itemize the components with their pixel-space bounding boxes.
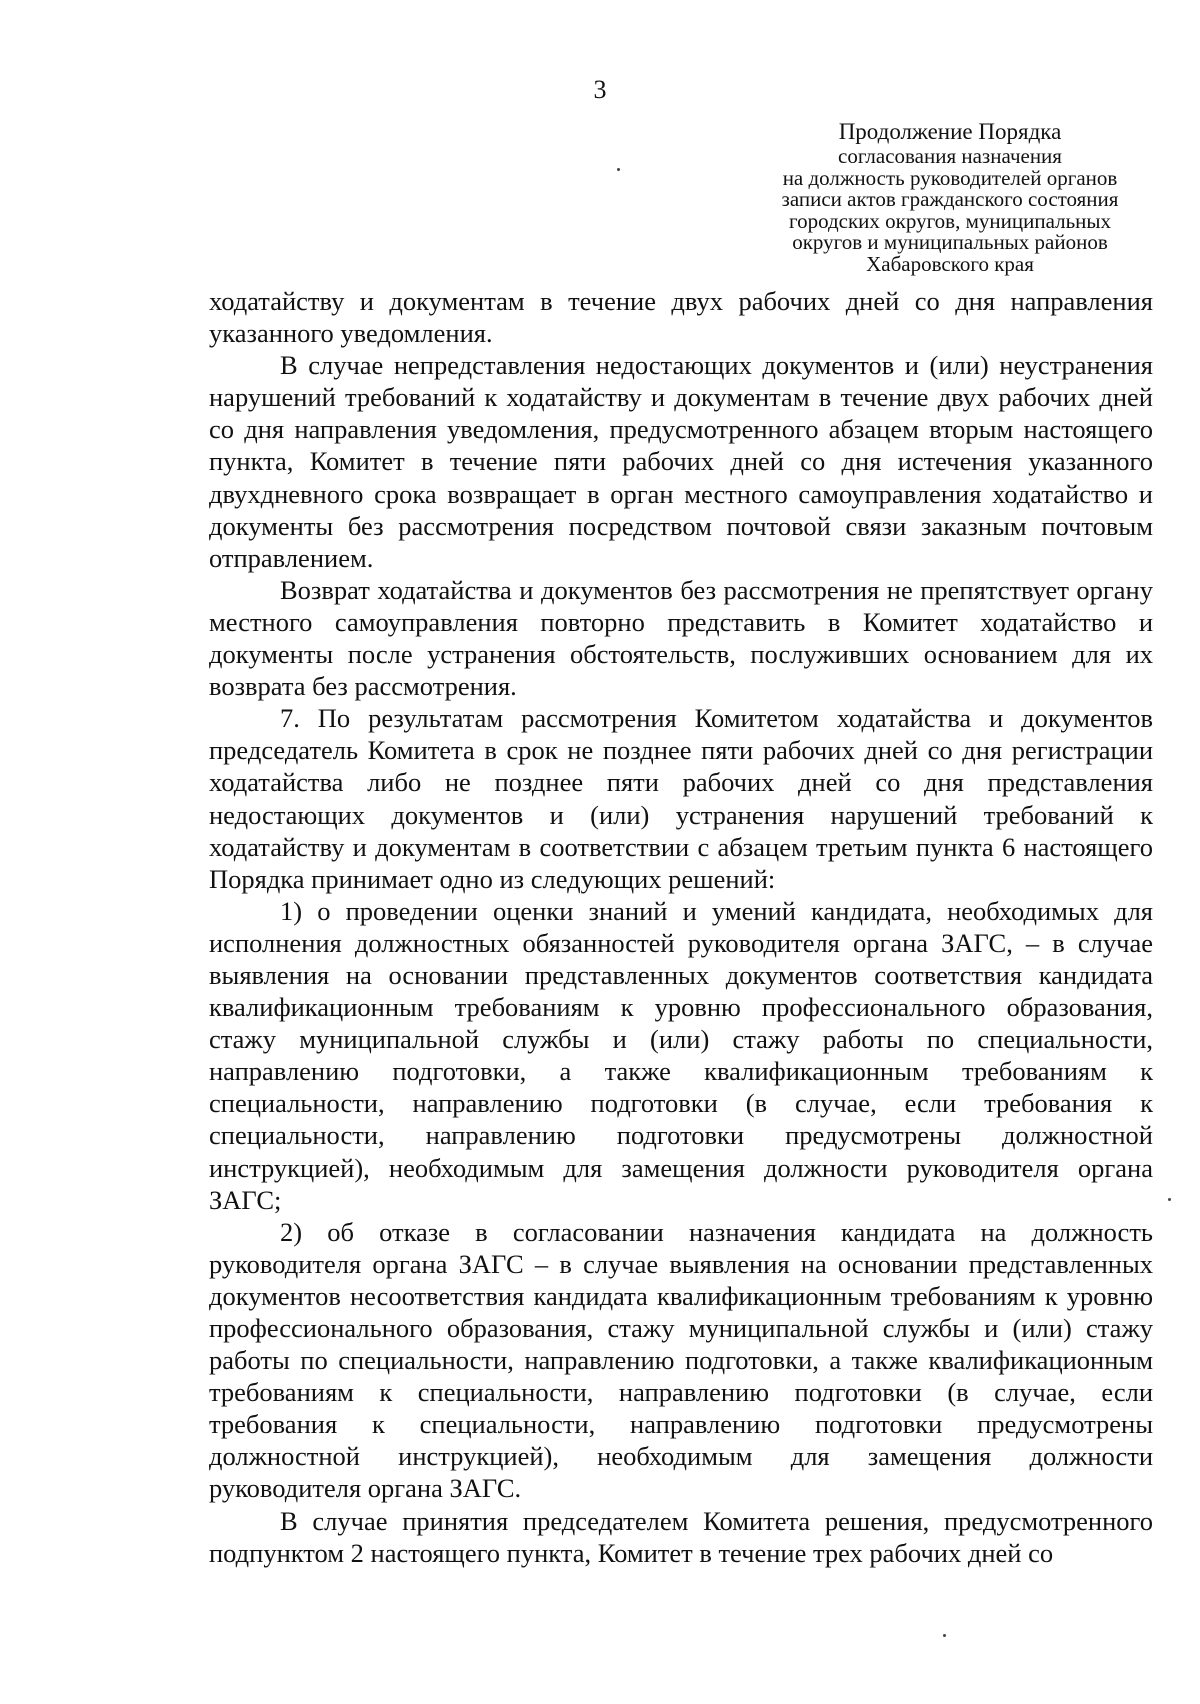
- header-line: на должность руководителей органов: [782, 165, 1118, 190]
- body-paragraph: 1) о проведении оценки знаний и умений кандидата, необходимых для исполнения должностных обязанностей руководителя органа ЗАГС, – в случае выявления на основании представленных документов соответствия кандидата квалификационным требованиям к уровню профессионального образования, стажу муниципальной службы и (или) стажу работы по специальности, направлению подготовки, а также квалификационным требованиям к специальности, направлению подготовки (в случае, если требования к специальности, направлению подготовки предусмотрены должностной инструкцией), необходимым для замещения должности руководителя органа ЗАГС;: [209, 895, 1153, 1215]
- header-line: согласования назначения: [838, 144, 1062, 168]
- header-line: городских округов, муниципальных: [788, 208, 1111, 233]
- page-number: 3: [593, 75, 607, 104]
- header-line: округов и муниципальных районов: [792, 230, 1108, 254]
- body-paragraph: В случае непредставления недостающих документов и (или) неустранения нарушений требований к ходатайству и документам в течение двух рабочих дней со дня направления уведомления, предусмотренного абзацем вторым настоящего пункта, Комитет в течение пяти рабочих дней со дня истечения указанного двухдневного срока возвращает в орган местного самоуправления ходатайство и документы без рассмотрения посредством почтовой связи заказным почтовым отправлением.: [209, 350, 1153, 573]
- document-body: [209, 285, 1153, 1569]
- body-paragraph: Возврат ходатайства и документов без рассмотрения не препятствует органу местного самоуправления повторно представить в Комитет ходатайство и документы после устранения обстоятельств, послуживших основанием для их возврата без рассмотрения.: [209, 574, 1153, 702]
- body-paragraph: 7. По результатам рассмотрения Комитетом ходатайства и документов председатель Комитета в срок не позднее пяти рабочих дней со дня регистрации ходатайства либо не позднее пяти рабочих дней со дня представления недостающих документов и (или) устранения нарушений требований к ходатайству и документам в соответствии с абзацем третьим пункта 6 настоящего Порядка принимает одно из следующих решений:: [209, 703, 1153, 894]
- scan-speck: [1168, 1198, 1171, 1201]
- header-title: Продолжение Порядка: [838, 119, 1062, 144]
- scan-speck: [943, 1634, 946, 1637]
- body-paragraph: 2) об отказе в согласовании назначения кандидата на должность руководителя органа ЗАГС – в случае выявления на основании представленных документов несоответствия кандидата квалификационным требованиям к уровню профессионального образования, стажу муниципальной службы и (или) стажу работы по специальности, направлению подготовки, а также квалификационным требованиям к специальности, направлению подготовки (в случае, если требования к специальности, направлению подготовки предусмотрены должностной инструкцией), необходимым для замещения должности руководителя органа ЗАГС.: [209, 1216, 1153, 1504]
- header-line: записи актов гражданского состояния: [781, 187, 1119, 211]
- header-line: Хабаровского края: [866, 251, 1034, 276]
- scan-speck: [617, 168, 620, 171]
- document-header: [752, 118, 1148, 275]
- body-paragraph: ходатайству и документам в течение двух рабочих дней со дня направления указанного уведомления.: [209, 286, 1153, 349]
- body-paragraph: В случае принятия председателем Комитета решения, предусмотренного подпунктом 2 настоящего пункта, Комитет в течение трех рабочих дней со: [209, 1505, 1153, 1568]
